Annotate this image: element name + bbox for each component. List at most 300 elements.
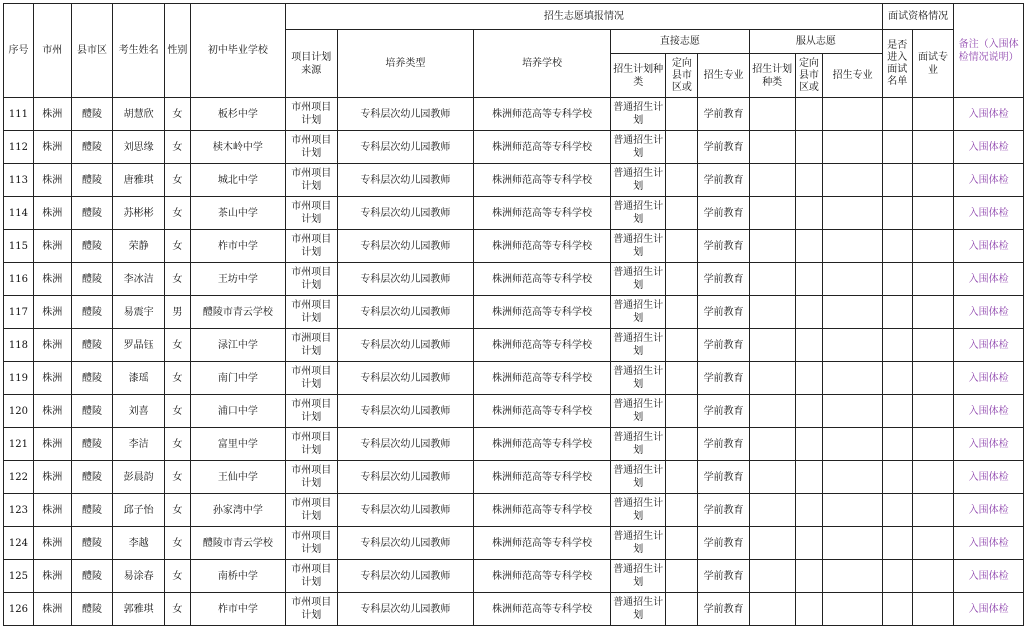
cell-directed-county [666, 593, 698, 626]
table-row [4, 395, 1024, 428]
cell-directed-county [666, 494, 698, 527]
cell-name: 易涂春 [113, 560, 165, 593]
cell-training-school: 株洲师范高等专科学校 [474, 98, 611, 131]
cell-training-type: 专科层次幼儿园教师 [337, 164, 474, 197]
header-directed-county: 定向县市区或 [666, 54, 698, 98]
header-plan-source: 项目计划来源 [285, 30, 337, 98]
cell-major: 学前教育 [698, 395, 750, 428]
cell-plan-kind: 普通招生计划 [610, 131, 666, 164]
cell-plan-source: 市州项目计划 [285, 494, 337, 527]
cell-remark: 入围体检 [954, 98, 1024, 131]
cell-obey-plan-kind [749, 362, 795, 395]
cell-entered-interview [882, 263, 912, 296]
cell-entered-interview [882, 296, 912, 329]
table-row [4, 362, 1024, 395]
cell-plan-source: 市州项目计划 [285, 593, 337, 626]
cell-plan-source: 市州项目计划 [285, 263, 337, 296]
header-seq: 序号 [4, 4, 34, 98]
cell-school: 柞市中学 [190, 593, 285, 626]
cell-interview-major [912, 362, 954, 395]
cell-entered-interview [882, 428, 912, 461]
cell-entered-interview [882, 461, 912, 494]
cell-training-type: 专科层次幼儿园教师 [337, 527, 474, 560]
cell-county: 醴陵 [71, 263, 113, 296]
cell-obey-directed-county [795, 164, 823, 197]
cell-directed-county [666, 428, 698, 461]
table-row [4, 428, 1024, 461]
cell-gender: 女 [164, 428, 190, 461]
cell-obey-directed-county [795, 131, 823, 164]
cell-school: 王仙中学 [190, 461, 285, 494]
cell-obey-major [823, 494, 883, 527]
cell-plan-kind: 普通招生计划 [610, 296, 666, 329]
cell-gender: 女 [164, 527, 190, 560]
cell-plan-source: 市州项目计划 [285, 164, 337, 197]
cell-obey-directed-county [795, 428, 823, 461]
cell-plan-source: 市州项目计划 [285, 428, 337, 461]
cell-name: 李洁 [113, 428, 165, 461]
cell-seq: 112 [4, 131, 34, 164]
cell-interview-major [912, 164, 954, 197]
cell-plan-kind: 普通招生计划 [610, 593, 666, 626]
cell-interview-major [912, 494, 954, 527]
cell-obey-plan-kind [749, 560, 795, 593]
table-row [4, 131, 1024, 164]
cell-entered-interview [882, 494, 912, 527]
cell-city: 株洲 [33, 230, 71, 263]
cell-major: 学前教育 [698, 560, 750, 593]
cell-county: 醴陵 [71, 230, 113, 263]
header-city: 市州 [33, 4, 71, 98]
cell-plan-source: 市州项目计划 [285, 230, 337, 263]
cell-plan-kind: 普通招生计划 [610, 494, 666, 527]
cell-training-type: 专科层次幼儿园教师 [337, 362, 474, 395]
cell-city: 株洲 [33, 131, 71, 164]
cell-remark: 入围体检 [954, 593, 1024, 626]
cell-county: 醴陵 [71, 560, 113, 593]
cell-city: 株洲 [33, 164, 71, 197]
cell-directed-county [666, 362, 698, 395]
cell-major: 学前教育 [698, 527, 750, 560]
cell-remark: 入围体检 [954, 263, 1024, 296]
cell-gender: 女 [164, 329, 190, 362]
cell-plan-kind: 普通招生计划 [610, 527, 666, 560]
cell-plan-kind: 普通招生计划 [610, 164, 666, 197]
cell-major: 学前教育 [698, 593, 750, 626]
header-obey-group: 服从志愿 [749, 30, 882, 54]
cell-gender: 女 [164, 395, 190, 428]
table-row [4, 98, 1024, 131]
cell-seq: 117 [4, 296, 34, 329]
cell-seq: 125 [4, 560, 34, 593]
cell-obey-plan-kind [749, 428, 795, 461]
cell-plan-kind: 普通招生计划 [610, 263, 666, 296]
cell-plan-kind: 普通招生计划 [610, 98, 666, 131]
cell-training-type: 专科层次幼儿园教师 [337, 197, 474, 230]
cell-school: 渌江中学 [190, 329, 285, 362]
header-choice-group: 招生志愿填报情况 [285, 4, 882, 30]
cell-name: 罗晶钰 [113, 329, 165, 362]
cell-training-type: 专科层次幼儿园教师 [337, 461, 474, 494]
cell-city: 株洲 [33, 461, 71, 494]
cell-gender: 女 [164, 494, 190, 527]
cell-gender: 男 [164, 296, 190, 329]
cell-plan-kind: 普通招生计划 [610, 197, 666, 230]
cell-plan-source: 市州项目计划 [285, 461, 337, 494]
cell-remark: 入围体检 [954, 164, 1024, 197]
cell-interview-major [912, 131, 954, 164]
cell-gender: 女 [164, 461, 190, 494]
header-direct-group: 直接志愿 [610, 30, 749, 54]
cell-major: 学前教育 [698, 329, 750, 362]
cell-training-school: 株洲师范高等专科学校 [474, 362, 611, 395]
cell-training-school: 株洲师范高等专科学校 [474, 461, 611, 494]
cell-interview-major [912, 593, 954, 626]
cell-remark: 入围体检 [954, 296, 1024, 329]
cell-obey-plan-kind [749, 230, 795, 263]
header-county: 县市区 [71, 4, 113, 98]
cell-obey-directed-county [795, 329, 823, 362]
table-row [4, 329, 1024, 362]
cell-gender: 女 [164, 230, 190, 263]
cell-obey-directed-county [795, 560, 823, 593]
cell-name: 唐雅琪 [113, 164, 165, 197]
cell-seq: 115 [4, 230, 34, 263]
cell-plan-kind: 普通招生计划 [610, 230, 666, 263]
cell-school: 浦口中学 [190, 395, 285, 428]
cell-plan-kind: 普通招生计划 [610, 395, 666, 428]
header-gender: 性别 [164, 4, 190, 98]
cell-entered-interview [882, 527, 912, 560]
cell-seq: 118 [4, 329, 34, 362]
cell-obey-major [823, 131, 883, 164]
table-row [4, 230, 1024, 263]
cell-training-type: 专科层次幼儿园教师 [337, 560, 474, 593]
cell-major: 学前教育 [698, 296, 750, 329]
cell-obey-major [823, 593, 883, 626]
header-remark: 备注（入围体检情况说明） [954, 4, 1024, 98]
cell-plan-source: 市州项目计划 [285, 527, 337, 560]
cell-city: 株洲 [33, 527, 71, 560]
cell-plan-kind: 普通招生计划 [610, 362, 666, 395]
cell-major: 学前教育 [698, 362, 750, 395]
cell-obey-plan-kind [749, 98, 795, 131]
cell-city: 株洲 [33, 296, 71, 329]
cell-obey-major [823, 164, 883, 197]
cell-directed-county [666, 329, 698, 362]
cell-remark: 入围体检 [954, 560, 1024, 593]
cell-obey-plan-kind [749, 329, 795, 362]
cell-obey-major [823, 263, 883, 296]
cell-obey-plan-kind [749, 263, 795, 296]
header-obey-major: 招生专业 [823, 54, 883, 98]
cell-name: 胡慧欣 [113, 98, 165, 131]
cell-name: 苏彬彬 [113, 197, 165, 230]
cell-obey-major [823, 98, 883, 131]
cell-training-type: 专科层次幼儿园教师 [337, 263, 474, 296]
cell-obey-directed-county [795, 527, 823, 560]
cell-remark: 入围体检 [954, 494, 1024, 527]
cell-plan-kind: 普通招生计划 [610, 560, 666, 593]
cell-interview-major [912, 98, 954, 131]
cell-school: 城北中学 [190, 164, 285, 197]
cell-seq: 122 [4, 461, 34, 494]
cell-obey-plan-kind [749, 593, 795, 626]
header-school: 初中毕业学校 [190, 4, 285, 98]
cell-obey-plan-kind [749, 296, 795, 329]
cell-seq: 126 [4, 593, 34, 626]
cell-school: 醴陵市青云学校 [190, 296, 285, 329]
cell-city: 株洲 [33, 263, 71, 296]
cell-city: 株洲 [33, 197, 71, 230]
cell-gender: 女 [164, 362, 190, 395]
cell-gender: 女 [164, 197, 190, 230]
cell-obey-directed-county [795, 230, 823, 263]
header-entered-interview: 是否进入面试名单 [882, 30, 912, 98]
cell-interview-major [912, 428, 954, 461]
cell-name: 荣静 [113, 230, 165, 263]
cell-major: 学前教育 [698, 98, 750, 131]
cell-county: 醴陵 [71, 329, 113, 362]
cell-obey-plan-kind [749, 461, 795, 494]
cell-remark: 入围体检 [954, 131, 1024, 164]
cell-gender: 女 [164, 263, 190, 296]
cell-training-school: 株洲师范高等专科学校 [474, 560, 611, 593]
cell-major: 学前教育 [698, 494, 750, 527]
cell-obey-directed-county [795, 296, 823, 329]
cell-obey-plan-kind [749, 527, 795, 560]
cell-school: 南桥中学 [190, 560, 285, 593]
cell-county: 醴陵 [71, 494, 113, 527]
cell-obey-major [823, 329, 883, 362]
cell-training-type: 专科层次幼儿园教师 [337, 428, 474, 461]
cell-remark: 入围体检 [954, 461, 1024, 494]
cell-obey-major [823, 296, 883, 329]
cell-school: 醴陵市青云学校 [190, 527, 285, 560]
cell-county: 醴陵 [71, 593, 113, 626]
cell-interview-major [912, 461, 954, 494]
cell-interview-major [912, 296, 954, 329]
cell-plan-source: 市州项目计划 [285, 560, 337, 593]
cell-training-type: 专科层次幼儿园教师 [337, 329, 474, 362]
cell-major: 学前教育 [698, 197, 750, 230]
cell-remark: 入围体检 [954, 527, 1024, 560]
cell-city: 株洲 [33, 560, 71, 593]
cell-name: 郭雅琪 [113, 593, 165, 626]
cell-entered-interview [882, 197, 912, 230]
table-row [4, 461, 1024, 494]
cell-directed-county [666, 164, 698, 197]
cell-seq: 111 [4, 98, 34, 131]
header-obey-directed-county: 定向县市区或 [795, 54, 823, 98]
cell-school: 板杉中学 [190, 98, 285, 131]
cell-gender: 女 [164, 560, 190, 593]
cell-entered-interview [882, 164, 912, 197]
cell-training-type: 专科层次幼儿园教师 [337, 494, 474, 527]
cell-training-type: 专科层次幼儿园教师 [337, 98, 474, 131]
cell-gender: 女 [164, 131, 190, 164]
cell-county: 醴陵 [71, 395, 113, 428]
cell-city: 株洲 [33, 428, 71, 461]
cell-directed-county [666, 98, 698, 131]
cell-plan-source: 市州项目计划 [285, 197, 337, 230]
cell-gender: 女 [164, 593, 190, 626]
cell-directed-county [666, 296, 698, 329]
cell-name: 邱子怡 [113, 494, 165, 527]
cell-county: 醴陵 [71, 362, 113, 395]
cell-major: 学前教育 [698, 164, 750, 197]
cell-city: 株洲 [33, 593, 71, 626]
cell-obey-major [823, 230, 883, 263]
table-row [4, 263, 1024, 296]
cell-plan-source: 市州项目计划 [285, 98, 337, 131]
cell-interview-major [912, 197, 954, 230]
cell-remark: 入围体检 [954, 329, 1024, 362]
cell-gender: 女 [164, 98, 190, 131]
header-training-school: 培养学校 [474, 30, 611, 98]
cell-directed-county [666, 131, 698, 164]
cell-entered-interview [882, 329, 912, 362]
cell-major: 学前教育 [698, 428, 750, 461]
cell-obey-directed-county [795, 197, 823, 230]
cell-training-type: 专科层次幼儿园教师 [337, 395, 474, 428]
cell-training-school: 株洲师范高等专科学校 [474, 296, 611, 329]
cell-training-school: 株洲师范高等专科学校 [474, 428, 611, 461]
cell-training-type: 专科层次幼儿园教师 [337, 296, 474, 329]
cell-seq: 121 [4, 428, 34, 461]
cell-obey-major [823, 527, 883, 560]
cell-school: 孙家湾中学 [190, 494, 285, 527]
cell-school: 茶山中学 [190, 197, 285, 230]
cell-interview-major [912, 230, 954, 263]
cell-name: 李冰洁 [113, 263, 165, 296]
cell-obey-directed-county [795, 98, 823, 131]
cell-obey-major [823, 461, 883, 494]
header-name: 考生姓名 [113, 4, 165, 98]
cell-entered-interview [882, 230, 912, 263]
cell-entered-interview [882, 593, 912, 626]
cell-obey-plan-kind [749, 131, 795, 164]
cell-directed-county [666, 263, 698, 296]
cell-major: 学前教育 [698, 230, 750, 263]
cell-county: 醴陵 [71, 428, 113, 461]
cell-remark: 入围体检 [954, 230, 1024, 263]
cell-directed-county [666, 527, 698, 560]
cell-county: 醴陵 [71, 131, 113, 164]
cell-interview-major [912, 329, 954, 362]
cell-name: 刘喜 [113, 395, 165, 428]
table-row [4, 593, 1024, 626]
cell-training-school: 株洲师范高等专科学校 [474, 230, 611, 263]
header-interview-major: 面试专业 [912, 30, 954, 98]
cell-city: 株洲 [33, 98, 71, 131]
cell-training-school: 株洲师范高等专科学校 [474, 131, 611, 164]
cell-county: 醴陵 [71, 164, 113, 197]
cell-entered-interview [882, 560, 912, 593]
cell-city: 株洲 [33, 362, 71, 395]
cell-entered-interview [882, 131, 912, 164]
cell-plan-source: 市州项目计划 [285, 131, 337, 164]
cell-obey-directed-county [795, 461, 823, 494]
cell-county: 醴陵 [71, 98, 113, 131]
cell-obey-directed-county [795, 494, 823, 527]
cell-plan-kind: 普通招生计划 [610, 428, 666, 461]
cell-name: 易震宇 [113, 296, 165, 329]
cell-school: 南门中学 [190, 362, 285, 395]
cell-city: 株洲 [33, 395, 71, 428]
cell-interview-major [912, 560, 954, 593]
cell-obey-plan-kind [749, 494, 795, 527]
cell-directed-county [666, 197, 698, 230]
cell-training-school: 株洲师范高等专科学校 [474, 593, 611, 626]
cell-training-school: 株洲师范高等专科学校 [474, 329, 611, 362]
cell-major: 学前教育 [698, 461, 750, 494]
cell-training-school: 株洲师范高等专科学校 [474, 197, 611, 230]
cell-obey-major [823, 560, 883, 593]
cell-county: 醴陵 [71, 197, 113, 230]
cell-county: 醴陵 [71, 461, 113, 494]
cell-training-school: 株洲师范高等专科学校 [474, 164, 611, 197]
cell-city: 株洲 [33, 329, 71, 362]
cell-city: 株洲 [33, 494, 71, 527]
cell-name: 刘思缘 [113, 131, 165, 164]
cell-directed-county [666, 230, 698, 263]
cell-obey-directed-county [795, 362, 823, 395]
cell-gender: 女 [164, 164, 190, 197]
admission-table-container [3, 3, 1024, 626]
cell-obey-plan-kind [749, 395, 795, 428]
header-interview-group: 面试资格情况 [882, 4, 954, 30]
cell-school: 柞市中学 [190, 230, 285, 263]
table-row [4, 560, 1024, 593]
cell-remark: 入围体检 [954, 362, 1024, 395]
cell-obey-plan-kind [749, 197, 795, 230]
cell-obey-major [823, 428, 883, 461]
cell-seq: 113 [4, 164, 34, 197]
cell-training-type: 专科层次幼儿园教师 [337, 593, 474, 626]
cell-training-type: 专科层次幼儿园教师 [337, 230, 474, 263]
table-body [4, 98, 1024, 626]
cell-training-school: 株洲师范高等专科学校 [474, 527, 611, 560]
cell-plan-source: 市州项目计划 [285, 395, 337, 428]
cell-seq: 124 [4, 527, 34, 560]
table-row [4, 164, 1024, 197]
cell-obey-plan-kind [749, 164, 795, 197]
cell-name: 李越 [113, 527, 165, 560]
cell-remark: 入围体检 [954, 428, 1024, 461]
cell-plan-kind: 普通招生计划 [610, 461, 666, 494]
cell-training-school: 株洲师范高等专科学校 [474, 494, 611, 527]
cell-directed-county [666, 461, 698, 494]
cell-major: 学前教育 [698, 263, 750, 296]
cell-major: 学前教育 [698, 131, 750, 164]
cell-name: 漆瑶 [113, 362, 165, 395]
cell-training-school: 株洲师范高等专科学校 [474, 263, 611, 296]
cell-interview-major [912, 527, 954, 560]
cell-obey-major [823, 197, 883, 230]
cell-directed-county [666, 560, 698, 593]
cell-directed-county [666, 395, 698, 428]
cell-plan-source: 市州项目计划 [285, 362, 337, 395]
cell-obey-major [823, 395, 883, 428]
cell-name: 彭晨韵 [113, 461, 165, 494]
cell-school: 王坊中学 [190, 263, 285, 296]
table-row [4, 527, 1024, 560]
cell-obey-directed-county [795, 593, 823, 626]
cell-entered-interview [882, 98, 912, 131]
cell-plan-kind: 普通招生计划 [610, 329, 666, 362]
cell-seq: 119 [4, 362, 34, 395]
